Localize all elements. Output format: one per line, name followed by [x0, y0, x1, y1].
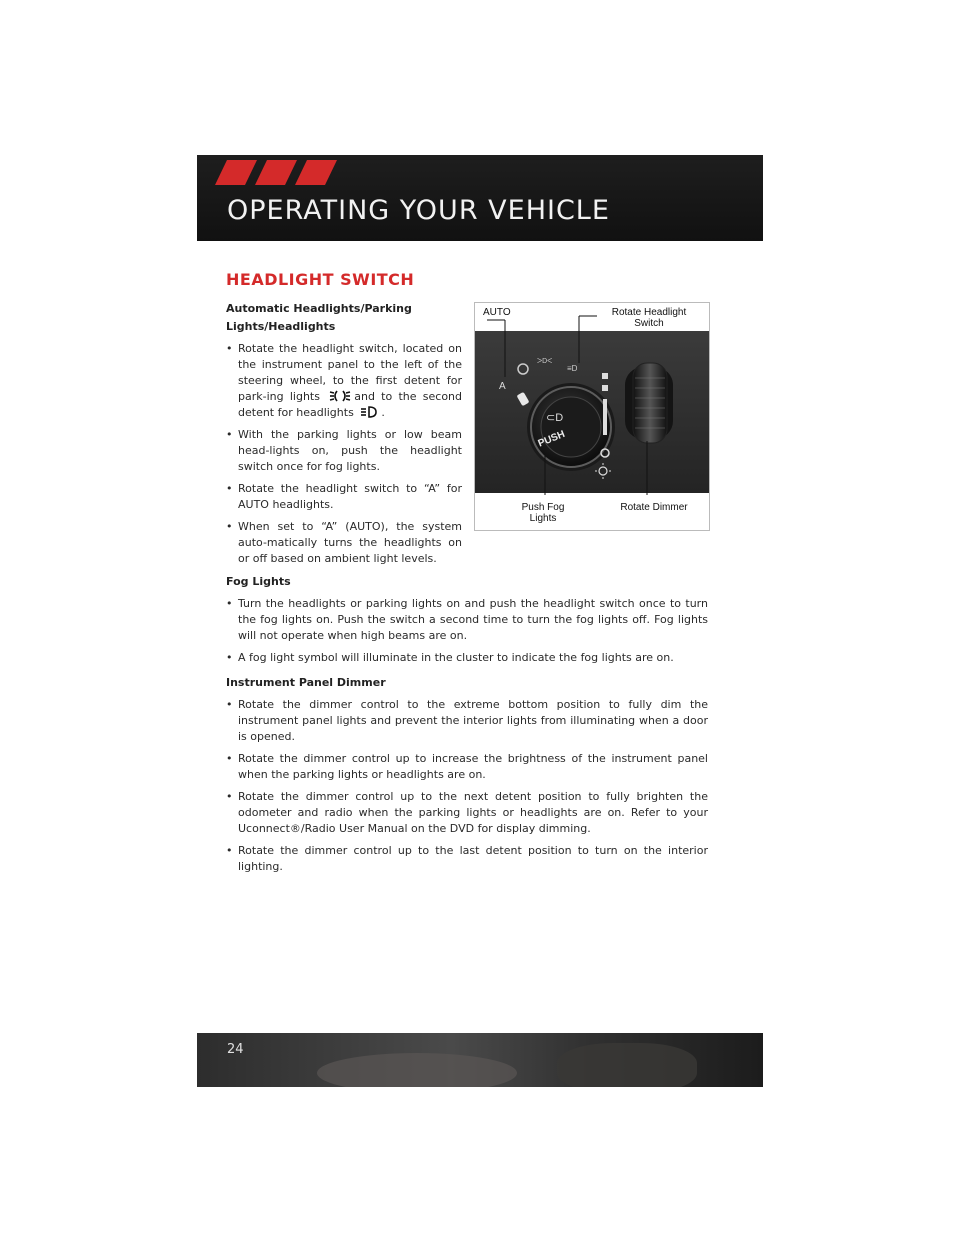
figure-label-rotate-headlight: Rotate Headlight Switch [611, 307, 687, 329]
chapter-header [197, 155, 763, 241]
bullet-item: • Rotate the dimmer control to the extreme bottom position to fully dim the instrument panel lights and prevent the interior lights from illuminating when a door is opened. [226, 698, 708, 743]
auto-headlights-subhead: Automatic Headlights/Parking Lights/Headlights [226, 302, 412, 333]
bullet-item: • Rotate the headlight switch to “A” for AUTO headlights. [226, 482, 462, 511]
headlight-switch-figure [474, 302, 710, 531]
bullet-item: • Rotate the dimmer control up to the last detent position to turn on the interior lighting. [226, 844, 708, 873]
auto-headlights-section [226, 300, 462, 573]
bullet-item: • Rotate the dimmer control up to increase the brightness of the instrument panel when the parking lights or headlights are on. [226, 752, 708, 781]
figure-label-rotate-dimmer: Rotate Dimmer [620, 502, 688, 513]
figure-label-push-fog: Push Fog Lights [521, 502, 565, 524]
chapter-title: OPERATING YOUR VEHICLE [227, 195, 610, 226]
svg-text:PUSH: PUSH [536, 428, 567, 450]
bullet-item: • When set to “A” (AUTO), the system auto-matically turns the headlights on or off based on ambient light levels. [226, 520, 462, 565]
bullet-item: • A fog light symbol will illuminate in the cluster to indicate the fog lights are on. [226, 651, 674, 664]
section-title: HEADLIGHT SWITCH [226, 270, 415, 289]
fog-lights-subhead: Fog Lights [226, 575, 291, 588]
bullet-item: • Turn the headlights or parking lights on and push the headlight switch once to turn the fog lights on. Push the switch a second time to turn the fog lights off. Fog lights will not operate when high beams are on. [226, 597, 708, 642]
bullet-item: • With the parking lights or low beam head-lights on, push the headlight switch once for fog lights. [226, 428, 462, 473]
svg-text:ᐳDᐸ: ᐳDᐸ [537, 358, 553, 365]
svg-text:A: A [499, 381, 506, 392]
figure-label-auto: AUTO [483, 307, 511, 318]
page-number: 24 [227, 1042, 244, 1057]
dimmer-subhead: Instrument Panel Dimmer [226, 676, 386, 689]
red-stripes-icon [215, 160, 345, 185]
bullet-item: • Rotate the headlight switch, located on the instrument panel to the left of the steering wheel, to the first detent for park-ing lights and to the second detent for headlights . [226, 342, 463, 419]
svg-text:⊂D: ⊂D [546, 412, 564, 424]
headlight-switch-illustration [475, 303, 709, 530]
headlights-icon [360, 405, 378, 419]
svg-text:≡D: ≡D [567, 364, 578, 373]
parking-lights-icon [329, 389, 351, 403]
page-footer [197, 1033, 763, 1087]
lower-sections [226, 573, 708, 881]
bullet-item: • Rotate the dimmer control up to the next detent position to fully brighten the odometer and radio when the parking lights or headlights are on. Refer to your Uconnect®/Radio User Manual on the DVD for display dimming. [226, 790, 708, 835]
